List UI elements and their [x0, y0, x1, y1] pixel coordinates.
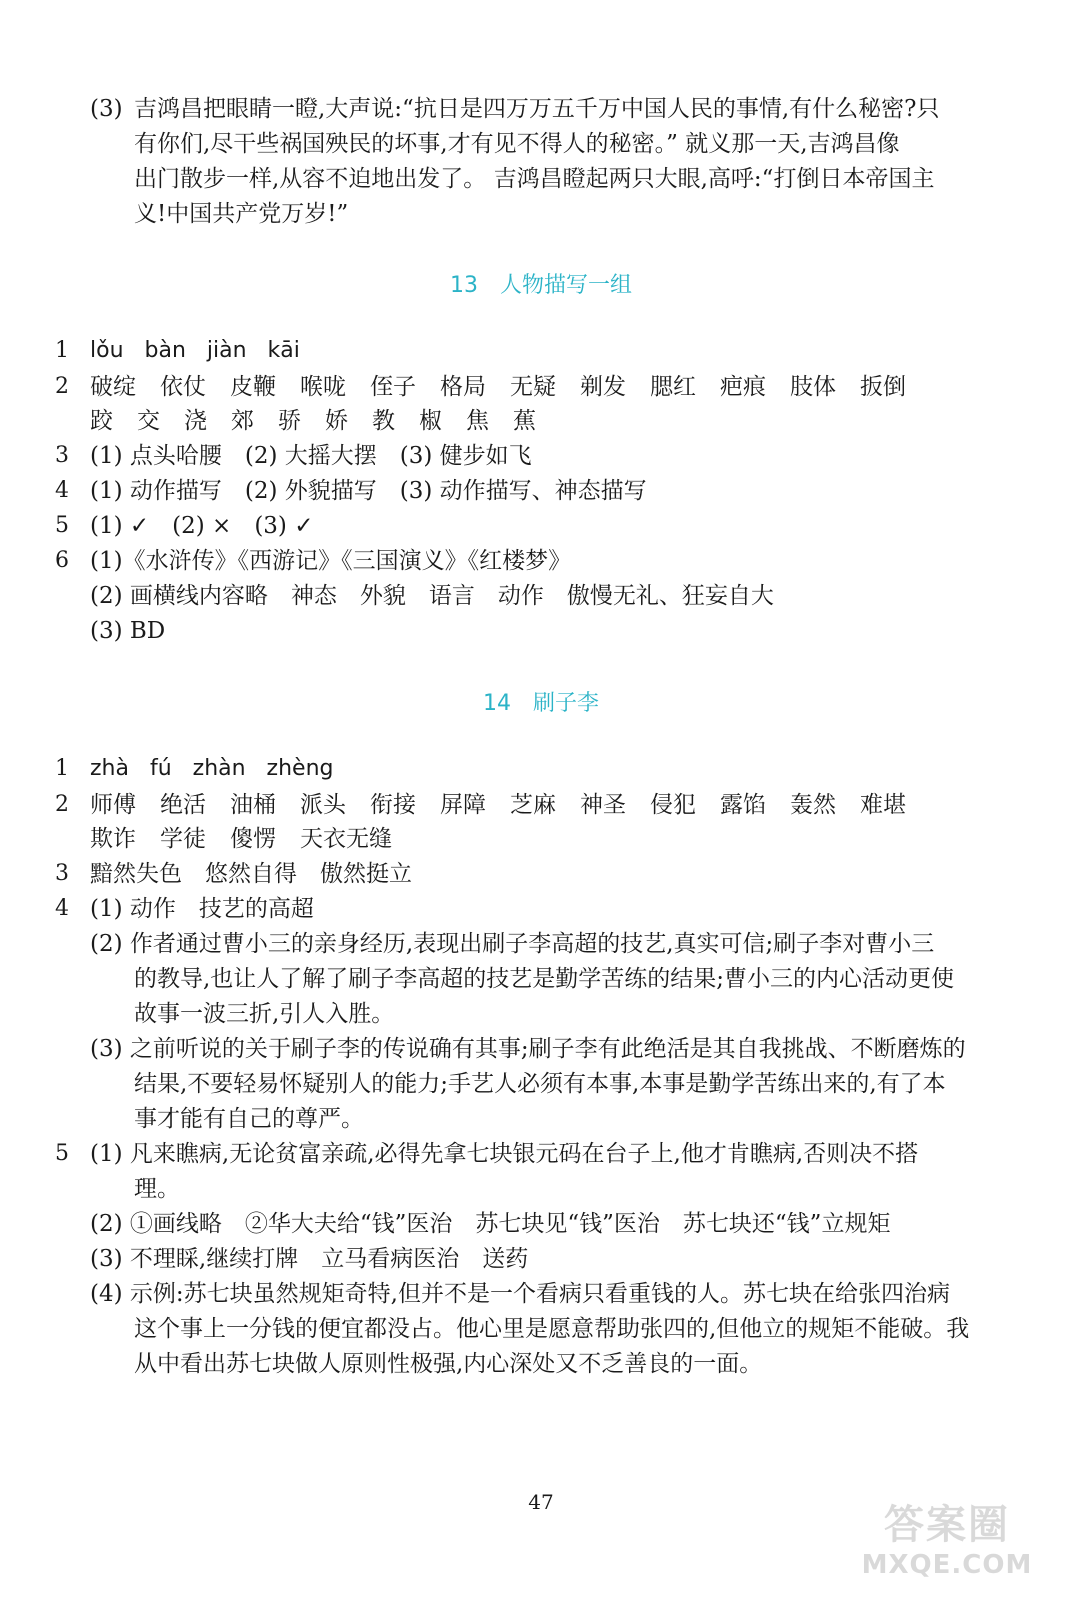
s14-q5-part4-line3: 从中看出苏七块做人原则性极强,内心深处又不乏善良的一面。: [134, 1351, 763, 1377]
char: 教: [372, 408, 395, 434]
s14-q4-part2-line2: 的教导,也让人了解了刷子李高超的技艺是勤学苦练的结果;曹小三的内心活动更使: [134, 966, 955, 992]
s14-q5-part4-line2: 这个事上一分钱的便宜都没占。他心里是愿意帮助张四的,但他立的规矩不能破。我: [134, 1316, 970, 1342]
word: 油桶: [230, 792, 276, 818]
word: 绝活: [160, 792, 206, 818]
char: 郊: [231, 408, 254, 434]
intro-line-1: 吉鸿昌把眼睛一瞪,大声说:“抗日是四万万五千万中国人民的事情,有什么秘密?只: [134, 96, 940, 122]
s14-q3-answer: 黯然失色 悠然自得 傲然挺立: [90, 861, 412, 887]
s14-q2-row1: [90, 788, 930, 822]
word: 露馅: [720, 792, 766, 818]
s13-q3-number: 3: [55, 443, 69, 468]
s14-q5-number: 5: [55, 1141, 69, 1166]
word: 屏障: [440, 792, 486, 818]
char: 跤: [90, 408, 113, 434]
s13-q1-pinyin: lǒu bàn jiàn kāi: [90, 338, 300, 363]
s14-q4-part1: (1) 动作 技艺的高超: [90, 896, 314, 922]
watermark-logo: [852, 1500, 1042, 1590]
word: 扳倒: [860, 374, 906, 400]
s14-q4-part3-line1: (3) 之前听说的关于刷子李的传说确有其事;刷子李有此绝活是其自我挑战、不断磨炼的: [90, 1036, 966, 1062]
s14-q5-part4-line1: (4) 示例:苏七块虽然规矩奇特,但并不是一个看病只看重钱的人。苏七块在给张四治病: [90, 1281, 950, 1307]
word: 依仗: [160, 374, 206, 400]
word: 侵犯: [650, 792, 696, 818]
s14-q5-part1-line2: 理。: [134, 1176, 180, 1202]
s14-q2-row2: [90, 822, 416, 856]
s13-q5-number: 5: [55, 513, 69, 538]
intro-item-number: (3): [90, 96, 123, 122]
word: 师傅: [90, 792, 136, 818]
word: 肢体: [790, 374, 836, 400]
s13-q6-part1: (1)《水浒传》《西游记》《三国演义》《红楼梦》: [90, 548, 572, 574]
s13-q3-answer: (1) 点头哈腰 (2) 大摇大摆 (3) 健步如飞: [90, 443, 532, 469]
s13-q4-number: 4: [55, 478, 69, 503]
s14-q4-part2-line3: 故事一波三折,引人入胜。: [134, 1001, 395, 1027]
intro-line-3: 出门散步一样,从容不迫地出发了。 吉鸿昌瞪起两只大眼,高呼:“打倒日本帝国主: [134, 166, 935, 192]
char: 娇: [325, 408, 348, 434]
s14-q4-part3-line2: 结果,不要轻易怀疑别人的能力;手艺人必须有本事,本事是勤学苦练出来的,有了本: [134, 1071, 946, 1097]
s14-q5-part3: (3) 不理睬,继续打牌 立马看病医治 送药: [90, 1246, 529, 1272]
watermark-url-text: MXQE.COM: [861, 1550, 1033, 1580]
word: 神圣: [580, 792, 626, 818]
s14-q1-pinyin: zhà fú zhàn zhèng: [90, 756, 334, 781]
s13-q4-answer: (1) 动作描写 (2) 外貌描写 (3) 动作描写、神态描写: [90, 478, 647, 504]
s13-q6-part2: (2) 画横线内容略 神态 外貌 语言 动作 傲慢无礼、狂妄自大: [90, 583, 774, 609]
intro-line-4: 义!中国共产党万岁!”: [134, 201, 349, 227]
page-number: 47: [528, 1490, 554, 1514]
s14-q4-part3-line3: 事才能有自己的尊严。: [134, 1106, 364, 1132]
char: 焦: [466, 408, 489, 434]
word: 腮红: [650, 374, 696, 400]
s14-q1-number: 1: [55, 756, 69, 781]
s14-q4-number: 4: [55, 896, 69, 921]
word: 喉咙: [300, 374, 346, 400]
word: 剃发: [580, 374, 626, 400]
word: 疤痕: [720, 374, 766, 400]
char: 交: [137, 408, 160, 434]
s13-q6-number: 6: [55, 548, 69, 573]
s13-q5-answer: (1) ✓ (2) × (3) ✓: [90, 513, 314, 539]
word: 欺诈: [90, 826, 136, 852]
s14-q2-number: 2: [55, 792, 69, 817]
section-14-title: 14 刷子李: [483, 691, 599, 716]
s14-q5-part1-line1: (1) 凡来瞧病,无论贫富亲疏,必得先拿七块银元码在台子上,他才肯瞧病,否则决不搭: [90, 1141, 919, 1167]
s13-q6-part3: (3) BD: [90, 618, 166, 644]
s13-q2-number: 2: [55, 374, 69, 399]
watermark-main-text: 答案圈: [884, 1502, 1010, 1548]
s13-q2-row1: [90, 370, 930, 404]
word: 天衣无缝: [300, 826, 392, 852]
s14-q4-part2-line1: (2) 作者通过曹小三的亲身经历,表现出刷子李高超的技艺,真实可信;刷子李对曹小三: [90, 931, 935, 957]
intro-line-2: 有你们,尽干些祸国殃民的坏事,才有见不得人的秘密。” 就义那一天,吉鸿昌像: [134, 131, 900, 157]
section-13-title: 13 人物描写一组: [450, 273, 632, 298]
word: 难堪: [860, 792, 906, 818]
word: 学徒: [160, 826, 206, 852]
char: 浇: [184, 408, 207, 434]
char: 蕉: [513, 408, 536, 434]
word: 皮鞭: [230, 374, 276, 400]
word: 无疑: [510, 374, 556, 400]
s13-q1-number: 1: [55, 338, 69, 363]
word: 侄子: [370, 374, 416, 400]
word: 轰然: [790, 792, 836, 818]
word: 派头: [300, 792, 346, 818]
s14-q3-number: 3: [55, 861, 69, 886]
char: 骄: [278, 408, 301, 434]
s14-q5-part2: (2) ①画线略 ②华大夫给“钱”医治 苏七块见“钱”医治 苏七块还“钱”立规矩: [90, 1211, 891, 1237]
word: 衔接: [370, 792, 416, 818]
word: 傻愣: [230, 826, 276, 852]
word: 格局: [440, 374, 486, 400]
char: 椒: [419, 408, 442, 434]
word: 破绽: [90, 374, 136, 400]
s13-q2-row2: [90, 404, 560, 438]
word: 芝麻: [510, 792, 556, 818]
